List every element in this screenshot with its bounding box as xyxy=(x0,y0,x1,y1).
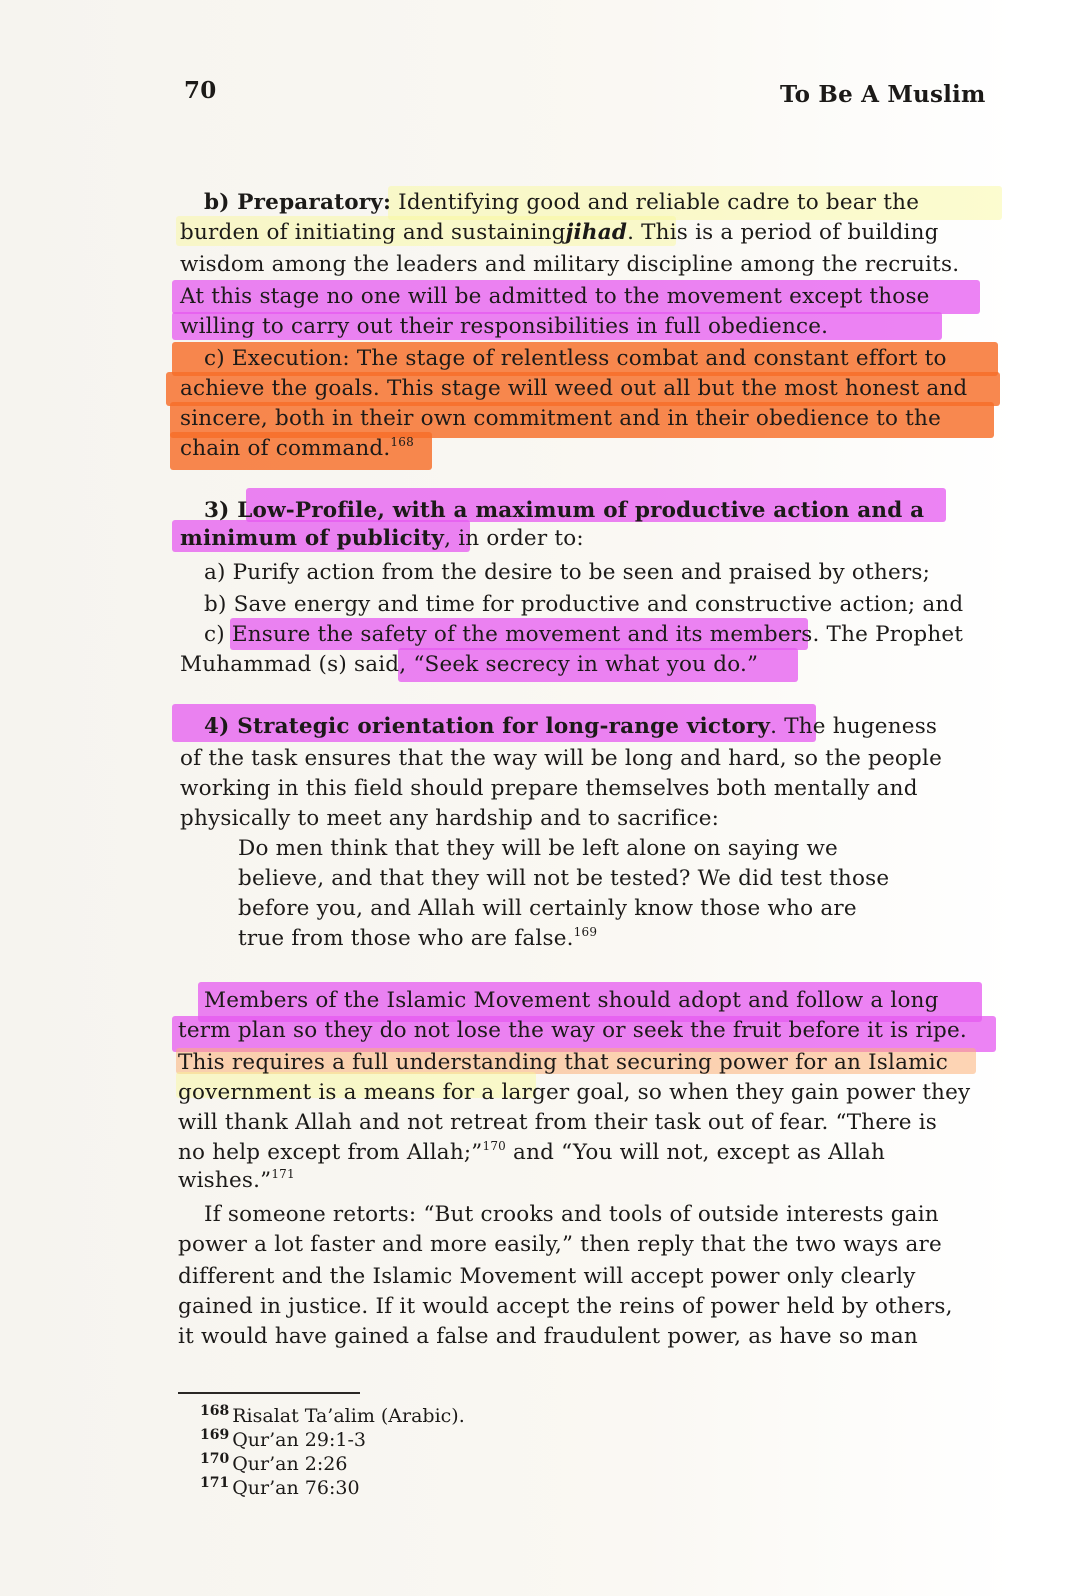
text-line: working in this field should prepare themselves both mentally and xyxy=(180,776,918,801)
footnote-ref: 170 xyxy=(482,1139,507,1153)
text-line: If someone retorts: “But crooks and tools of outside interests gain xyxy=(204,1202,939,1227)
quote-line: Do men think that they will be left alone on saying we xyxy=(238,836,838,861)
quote-line: before you, and Allah will certainly know those who are xyxy=(238,896,857,921)
footnote-number: 171 xyxy=(200,1475,230,1491)
text-run: and “You will not, except as Allah xyxy=(506,1140,886,1165)
text-run: burden of initiating and sustaining xyxy=(180,220,566,245)
footnote-text: Risalat Ta’alim (Arabic). xyxy=(232,1405,465,1427)
section-heading: 4) Strategic orientation for long-range victory xyxy=(204,714,771,739)
text-run: , in order to: xyxy=(444,526,584,551)
text-line: willing to carry out their responsibilities in full obedience. xyxy=(180,314,829,339)
text-line: government is a means for a larger goal, so when they gain power they xyxy=(178,1080,971,1105)
footnote-ref: 171 xyxy=(271,1167,295,1181)
text-line: At this stage no one will be admitted to the movement except those xyxy=(180,284,930,309)
text-line xyxy=(180,434,414,464)
text-line: c) Execution: The stage of relentless combat and constant effort to xyxy=(204,346,947,371)
text-line: wisdom among the leaders and military discipline among the recruits. xyxy=(180,252,960,277)
text-run: . This is a period of building xyxy=(627,220,939,245)
footnote-ref: 169 xyxy=(573,925,598,939)
text-line: it would have gained a false and fraudulent power, as have so man xyxy=(178,1324,918,1349)
text-line: sincere, both in their own commitment and in their obedience to the xyxy=(180,406,941,431)
page-edge xyxy=(1042,0,1070,1596)
text-line: achieve the goals. This stage will weed out all but the most honest and xyxy=(180,376,968,401)
footnote-text: Qur’an 29:1-3 xyxy=(232,1429,366,1451)
text-run: chain of command. xyxy=(180,436,391,461)
text-run: Identifying good and reliable cadre to bear the xyxy=(398,190,920,215)
italic-term: jihad xyxy=(565,220,628,245)
footnote-number: 168 xyxy=(200,1403,230,1419)
section-heading: 3) Low-Profile, with a maximum of productive action and a xyxy=(204,498,925,523)
footnote-ref: 168 xyxy=(390,435,414,449)
text-run: wishes.” xyxy=(178,1168,272,1193)
footnote-number: 169 xyxy=(200,1427,230,1443)
text-line: Members of the Islamic Movement should adopt and follow a long xyxy=(204,988,939,1013)
running-title: To Be A Muslim xyxy=(780,81,986,108)
page-number: 70 xyxy=(184,77,217,104)
footnote-text: Qur’an 2:26 xyxy=(232,1453,348,1475)
text-run: . The hugeness xyxy=(770,714,938,739)
quote-line xyxy=(238,924,597,954)
list-item: b) Save energy and time for productive and constructive action; and xyxy=(204,592,964,617)
text-line: physically to meet any hardship and to sacrifice: xyxy=(180,806,720,831)
text-run: no help except from Allah;” xyxy=(178,1140,483,1165)
footnote-divider xyxy=(178,1392,360,1394)
text-line: different and the Islamic Movement will accept power only clearly xyxy=(178,1264,916,1289)
footnote xyxy=(200,1404,465,1430)
text-line xyxy=(178,1166,295,1196)
text-line xyxy=(180,524,584,554)
text-run: true from those who are false. xyxy=(238,926,574,951)
text-line: Muhammad (s) said, “Seek secrecy in what you do.” xyxy=(180,652,759,677)
text-line: of the task ensures that the way will be long and hard, so the people xyxy=(180,746,943,771)
text-line xyxy=(204,712,937,742)
quote-line: believe, and that they will not be tested? We did test those xyxy=(238,866,890,891)
text-line xyxy=(204,188,919,218)
list-item: a) Purify action from the desire to be seen and praised by others; xyxy=(204,560,931,585)
footnote xyxy=(200,1476,360,1502)
bold-run: minimum of publicity xyxy=(180,526,445,551)
text-line: This requires a full understanding that securing power for an Islamic xyxy=(178,1050,949,1075)
footnote-text: Qur’an 76:30 xyxy=(232,1477,360,1499)
footnote-number: 170 xyxy=(200,1451,230,1467)
text-line: gained in justice. If it would accept the reins of power held by others, xyxy=(178,1294,953,1319)
subheading: b) Preparatory: xyxy=(204,190,392,215)
list-item: c) Ensure the safety of the movement and its members. The Prophet xyxy=(204,622,964,647)
text-line: power a lot faster and more easily,” then reply that the two ways are xyxy=(178,1232,942,1257)
text-line: will thank Allah and not retreat from their task out of fear. “There is xyxy=(178,1110,938,1135)
text-line xyxy=(180,218,939,248)
text-line: term plan so they do not lose the way or seek the fruit before it is ripe. xyxy=(178,1018,967,1043)
text-line xyxy=(178,1138,885,1168)
